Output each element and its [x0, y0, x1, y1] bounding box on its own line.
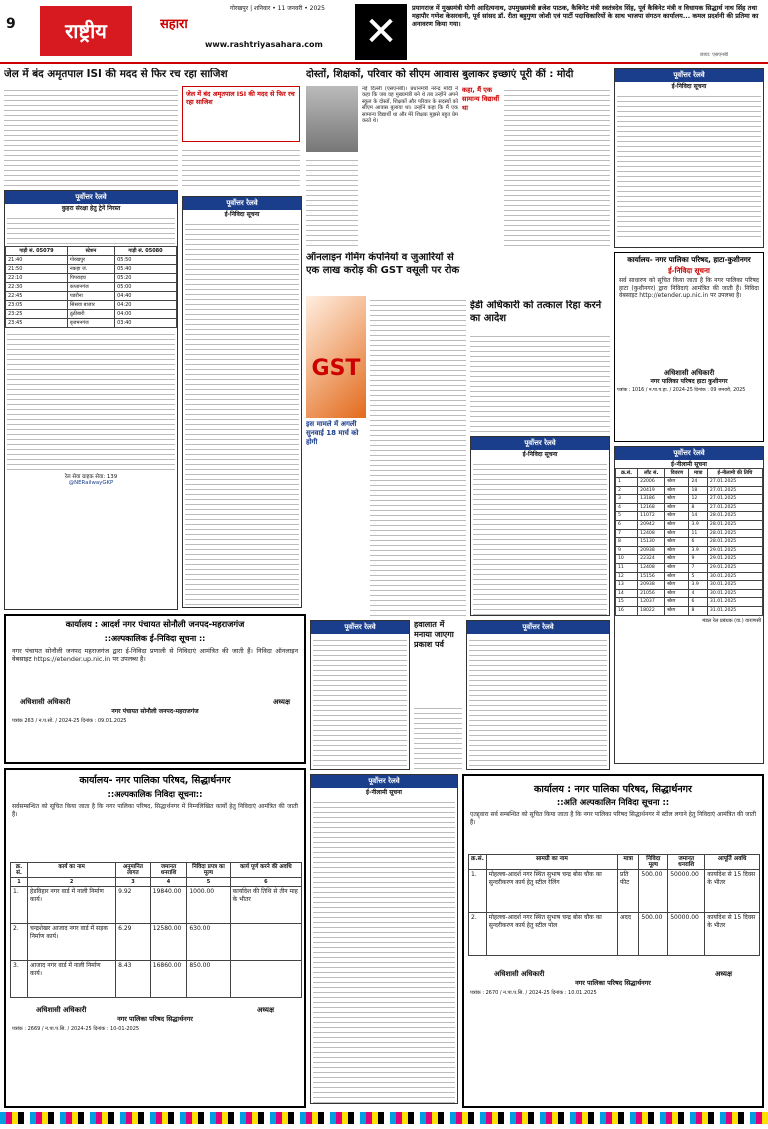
table-header: कार्य का नाम — [28, 863, 116, 878]
gst-graphic-label: GST — [311, 356, 361, 381]
table-cell: 8 — [616, 538, 638, 547]
table-cell: कप्तानगंज — [67, 283, 114, 292]
table-cell: 6 — [689, 538, 707, 547]
railway-bottom-brand: पूर्वोत्तर रेलवे — [311, 775, 457, 788]
table-cell: कार्यादेश की तिथि से तीन माह के भीतर — [230, 887, 301, 924]
table-header: आपूर्ति अवधि — [705, 855, 760, 870]
table-cell: 22:10 — [6, 274, 68, 283]
table-col-number: 4 — [150, 878, 187, 887]
table-cell: 3. — [11, 961, 28, 998]
notice-sonauli — [4, 614, 306, 764]
table-cell: अदद — [618, 913, 639, 956]
table-row — [6, 265, 177, 274]
railway-notice-body — [617, 92, 761, 240]
railway-timetable-brand: पूर्वोत्तर रेलवे — [5, 191, 177, 204]
table-cell: 20938 — [638, 581, 665, 590]
sid2-sign-place: नगर पालिका परिषद सिद्धार्थनगर — [575, 979, 651, 987]
notice-hata — [614, 252, 764, 442]
table-cell: 27.01.2025 — [707, 478, 762, 487]
table-header: क्र.सं. — [616, 469, 638, 478]
eauction-title: पूर्वोत्तर रेलवे — [615, 447, 763, 460]
railway-center-body — [185, 220, 299, 608]
table-cell: 21056 — [638, 589, 665, 598]
hata-sign: अधिशासी अधिकारी — [663, 369, 715, 377]
sid1-sub: ::अल्पकालिक निविदा सूचना:: — [107, 789, 203, 799]
table-cell: 5 — [689, 572, 707, 581]
table-cell: 7 — [616, 529, 638, 538]
sonauli-ref: पत्रांक 263 / न.प.सो. / 2024-25 दिनांक : 09.01.2025 — [12, 718, 127, 724]
table-header: क्र.सं. — [469, 855, 487, 870]
railway-col-1: गाड़ी सं. 05079 — [6, 247, 68, 256]
table-cell: 3.9 — [689, 520, 707, 529]
sonauli-sign-place: नगर पंचायत सोनौली जनपद-महराजगंज — [111, 708, 199, 715]
headline-ed: ईडी अधिकारी को तत्काल रिहा करने का आदेश — [470, 300, 602, 324]
table-cell: स्क्रैप — [665, 503, 689, 512]
table-cell: 22:30 — [6, 283, 68, 292]
railway-ed-brand: पूर्वोत्तर रेलवे — [471, 437, 609, 450]
table-cell: 28.01.2025 — [707, 520, 762, 529]
table-row — [6, 292, 177, 301]
table-row — [616, 495, 763, 504]
table-cell — [230, 924, 301, 961]
table-row — [11, 961, 302, 998]
table-cell: 04:20 — [115, 301, 177, 310]
table-cell: 19840.00 — [150, 887, 187, 924]
table-cell: स्क्रैप — [665, 589, 689, 598]
table-cell: 9.92 — [116, 887, 151, 924]
table-row — [469, 913, 760, 956]
table-header: सामग्री का नाम — [486, 855, 617, 870]
modi-quote: कहा, मैं एक सामान्य विद्यार्थी था — [462, 86, 500, 112]
table-cell: 630.00 — [187, 924, 230, 961]
table-header: लॉट सं. — [638, 469, 665, 478]
table-cell: 29.01.2025 — [707, 563, 762, 572]
isi-highlight-text: जेल में बंद अमृतपाल ISI की मदद से फिर रच रहा साजिश — [186, 90, 295, 106]
table-cell: पिपराइच — [67, 274, 114, 283]
table-cell: 20419 — [638, 486, 665, 495]
table-cell: 3.9 — [689, 546, 707, 555]
table-cell: 500.00 — [639, 870, 668, 913]
sid2-office: कार्यालय : नगर पालिका परिषद, सिद्धार्थनगर — [534, 784, 692, 795]
railway-timetable-table — [5, 246, 177, 328]
table-cell: 05:50 — [115, 256, 177, 265]
railway-brand: पूर्वोत्तर रेलवे — [615, 69, 763, 82]
table-cell: स्क्रैप — [665, 581, 689, 590]
table-cell: 6.29 — [116, 924, 151, 961]
table-cell: 23:05 — [6, 301, 68, 310]
table-row — [616, 503, 763, 512]
table-cell: 27.01.2025 — [707, 495, 762, 504]
railway-bottom-body — [313, 798, 455, 1104]
x-logo-icon: ✕ — [355, 4, 407, 60]
table-cell: स्क्रैप — [665, 495, 689, 504]
table-cell: 1000.00 — [187, 887, 230, 924]
table-header: निविदा प्रपत्र का मूल्य — [187, 863, 230, 878]
gst-graphic — [306, 296, 366, 418]
table-row — [6, 256, 177, 265]
table-cell: मोहल्ला-आदर्श नगर स्थित सुभाष चन्द्र बोस चौक का सुन्दरीकरण कार्य हेतु स्टील पोल — [486, 913, 617, 956]
table-row — [6, 274, 177, 283]
table-row — [616, 512, 763, 521]
table-cell: नकहा जं. — [67, 265, 114, 274]
railway-enotice-mid — [310, 620, 410, 770]
table-cell: 31.01.2025 — [707, 606, 762, 615]
headline-gst: ऑनलाइन गेमिंग कंपनियों व जुआरियों से एक लाख करोड़ की GST वसूली पर रोक — [306, 252, 460, 276]
sid1-body: सर्वसम्बन्धित को सूचित किया जाता है कि नगर पालिका परिषद, सिद्धार्थनगर में निम्नलिखित कार्यों हेतु निविदाएं आमंत्रित की जाती हैं। — [12, 803, 298, 818]
sid1-table — [10, 862, 302, 998]
table-row — [616, 520, 763, 529]
table-cell: स्क्रैप — [665, 478, 689, 487]
table-cell: 18 — [689, 486, 707, 495]
table-cell: 13 — [616, 581, 638, 590]
table-row — [616, 478, 763, 487]
railway-enotice-center — [182, 196, 302, 608]
table-cell: 05:20 — [115, 274, 177, 283]
color-registration-strip — [0, 1112, 768, 1124]
table-header: मात्रा — [618, 855, 639, 870]
headline-modi: दोस्तों, शिक्षकों, परिवार को सीएम आवास बुलाकर इच्छाएं पूरी कीं : मोदी — [306, 69, 574, 80]
headline-isi: जेल में बंद अमृतपाल ISI की मदद से फिर रच रहा साजिश — [4, 68, 228, 80]
sid2-sign2: अध्यक्ष — [714, 970, 732, 978]
railway-col-2: स्टेशन — [67, 247, 114, 256]
table-cell: 15130 — [638, 538, 665, 547]
table-header: निविदा मूल्य — [639, 855, 668, 870]
railway-mid2-brand: पूर्वोत्तर रेलवे — [467, 621, 609, 634]
table-cell: 12 — [689, 495, 707, 504]
table-row — [6, 319, 177, 328]
table-header: कार्य पूर्ण करने की अवधि — [230, 863, 301, 878]
table-row — [616, 598, 763, 607]
table-row — [616, 529, 763, 538]
table-cell: 3.9 — [689, 581, 707, 590]
sid2-sign1: अधिशासी अधिकारी — [494, 970, 545, 978]
table-row — [616, 563, 763, 572]
table-cell: स्क्रैप — [665, 512, 689, 521]
table-cell: स्क्रैप — [665, 598, 689, 607]
table-cell: पडरौना — [67, 292, 114, 301]
table-cell: 28.01.2025 — [707, 538, 762, 547]
table-cell: स्क्रैप — [665, 520, 689, 529]
sonauli-sub: ::अल्पकालिक ई-निविदा सूचना :: — [104, 634, 206, 643]
table-row — [11, 887, 302, 924]
modi-article-3 — [306, 156, 358, 246]
table-cell: 11 — [616, 563, 638, 572]
table-cell: स्क्रैप — [665, 538, 689, 547]
table-cell: 16860.00 — [150, 961, 187, 998]
table-cell: स्क्रैप — [665, 546, 689, 555]
railway-enotice-right — [614, 68, 764, 248]
table-cell: 03:40 — [115, 319, 177, 328]
table-cell: 3 — [616, 495, 638, 504]
table-cell: 16 — [616, 606, 638, 615]
table-cell: 1. — [469, 870, 487, 913]
table-cell: गोरखपुर — [67, 256, 114, 265]
table-cell: 4 — [689, 589, 707, 598]
table-cell: 14 — [616, 589, 638, 598]
hata-ref: पत्रांक : 1016 / न.पा.प.हा. / 2024-25 दिनांक : 09 जनवरी, 2025 — [617, 388, 746, 393]
hata-office: कार्यालय- नगर पालिका परिषद, हाटा-कुशीनगर — [627, 255, 751, 264]
railway-enotice-ed — [470, 436, 610, 616]
table-row — [616, 606, 763, 615]
table-cell: 23:25 — [6, 310, 68, 319]
table-cell: 28.01.2025 — [707, 512, 762, 521]
table-header: जमानत धनराशि — [150, 863, 187, 878]
table-cell: 8 — [689, 606, 707, 615]
gst-article — [370, 296, 466, 616]
table-cell: 4 — [616, 503, 638, 512]
sid2-body: एतद्द्वारा सर्व सम्बन्धित को सूचित किया जाता है कि नगर पालिका परिषद सिद्धार्थनगर में स्टील लगाने हेतु निविदाएं आमंत्रित की जाती हैं। — [470, 811, 756, 826]
page-number: 9 — [6, 16, 16, 32]
table-row — [616, 486, 763, 495]
headline-hawalat: हवालात में मनाया जाएगा प्रकाश पर्व — [414, 620, 454, 649]
sid1-sign-place: नगर पालिका परिषद सिद्धार्थनगर — [117, 1015, 193, 1023]
table-cell: 2. — [469, 913, 487, 956]
table-cell: ठूठीबारी — [67, 310, 114, 319]
railway-enotice-mid2 — [466, 620, 610, 770]
table-cell: 2 — [616, 486, 638, 495]
table-col-number: 6 — [230, 878, 301, 887]
modi-article: नई दिल्ली (एसएनबी)। प्रधानमंत्री नरेन्द्र मोदी ने कहा कि जब वह मुख्यमंत्री बने थे तब उन्होंने अपने स्कूल के दोस्तों, शिक्षकों और परिवार के सदस्यों को सीएम आवास बुलाया था। उन्होंने कहा कि मैं एक सामान्य विद्यार्थी था और मेरे शिक्षक मुझसे बहुत प्रेम करते थे। — [362, 86, 458, 125]
ed-article — [470, 332, 610, 432]
table-row — [6, 310, 177, 319]
hata-sign-place: नगर पालिका परिषद हाटा कुशीनगर — [650, 378, 728, 385]
table-cell: 12037 — [638, 598, 665, 607]
table-cell: 12408 — [638, 529, 665, 538]
table-cell: 50000.00 — [668, 870, 705, 913]
masthead-x-text: प्रयागराज में मुख्यमंत्री योगी आदित्यनाथ, उपमुख्यमंत्री ब्रजेश पाठक, कैबिनेट मंत्री स्वतंत्रदेव सिंह, पूर्व कैबिनेट मंत्री व विधायक सिद्धार्थ नाथ सिंह तथा महापौर गणेश केसरवानी, पूर्व सांसद डॉ. रीता बहुगुणा जोशी एवं पार्टी पदाधिकारियों के साथ भाजपा संगठन कार्यालय... कमल प्रदर्शनी की प्रतिमा का अनावरण किया गया। — [412, 4, 759, 28]
table-row — [616, 589, 763, 598]
table-cell: 29.01.2025 — [707, 546, 762, 555]
table-cell: 10 — [616, 555, 638, 564]
table-cell: कार्यादेश से 15 दिवस के भीतर — [705, 913, 760, 956]
table-row — [616, 581, 763, 590]
railway-ed-body — [473, 460, 607, 616]
table-cell: 04:00 — [115, 310, 177, 319]
table-cell: 9 — [689, 555, 707, 564]
table-cell: स्क्रैप — [665, 572, 689, 581]
table-cell: 22006 — [638, 478, 665, 487]
hata-body: सर्व साधारण को सूचित किया जाता है कि नगर पालिका परिषद हाटा (कुशीनगर) द्वारा निविदाएं आमंत्रित की जाती हैं। निविदा वेबसाइट http://etender.up.nic.in पर उपलब्ध है। — [619, 277, 759, 299]
table-cell: कार्यादेश से 15 दिवस के भीतर — [705, 870, 760, 913]
sonauli-body: नगर पंचायत सोनौली जनपद महराजगंज द्वारा ई-निविदा प्रणाली से निविदाएं आमंत्रित की जाती हैं। निविदा ऑनलाइन वेबसाइट https://etender.up.nic.in पर उपलब्ध है। — [12, 647, 298, 663]
table-cell: 11072 — [638, 512, 665, 521]
railway-timetable-title: कुहरा संरक्षा हेतु ट्रेनें निरस्त — [61, 205, 121, 212]
table-cell: 21:50 — [6, 265, 68, 274]
table-cell: 27.01.2025 — [707, 486, 762, 495]
table-cell: 30.01.2025 — [707, 572, 762, 581]
railway-timetable-notes — [7, 330, 175, 470]
table-cell: स्क्रैप — [665, 563, 689, 572]
table-header: अनुमानित लागत — [116, 863, 151, 878]
table-cell: 29.01.2025 — [707, 555, 762, 564]
table-cell: 12580.00 — [150, 924, 187, 961]
railway-social: @NERailwayGKP — [68, 480, 114, 486]
table-col-number: 1 — [11, 878, 28, 887]
modi-photo — [306, 86, 358, 152]
modi-article-2 — [504, 86, 610, 246]
table-cell: 12 — [616, 572, 638, 581]
railway-enotice-bottom — [310, 774, 458, 1104]
table-cell: 6 — [689, 598, 707, 607]
isi-highlight-box — [182, 86, 300, 142]
table-header: मात्रा — [689, 469, 707, 478]
railway-mid2-body — [469, 636, 607, 766]
table-row — [6, 283, 177, 292]
logo: राष्ट्रीय — [40, 6, 132, 56]
table-cell: 8 — [689, 503, 707, 512]
table-row — [616, 546, 763, 555]
notice-sid1 — [4, 768, 306, 1108]
railway-footer: रेल सेवा ग्राहक सेवा: 139 — [64, 474, 118, 480]
isi-article-2 — [182, 146, 300, 186]
table-col-number: 5 — [187, 878, 230, 887]
table-cell: 12168 — [638, 503, 665, 512]
table-cell: 850.00 — [187, 961, 230, 998]
table-cell: हेडविहार नगर वार्ड में नाली निर्माण कार्य। — [28, 887, 116, 924]
table-cell: 500.00 — [639, 913, 668, 956]
table-cell: 1 — [616, 478, 638, 487]
table-cell: आजाद नगर वार्ड में नाली निर्माण कार्य। — [28, 961, 116, 998]
eauction-notice — [614, 446, 764, 764]
table-cell: 05:00 — [115, 283, 177, 292]
table-cell: 22:45 — [6, 292, 68, 301]
sid2-signatures — [464, 956, 762, 979]
railway-center-brand: पूर्वोत्तर रेलवे — [183, 197, 301, 210]
table-cell: मोहल्ला-आदर्श नगर स्थित सुभाष चन्द्र बोस चौक का सुन्दरीकरण कार्य हेतु स्टील रेलिंग — [486, 870, 617, 913]
eauction-footer: मंडल रेल प्रबंधक (वा.) वाराणसी — [702, 617, 761, 624]
isi-article — [4, 86, 178, 186]
table-row — [469, 870, 760, 913]
eauction-table — [615, 468, 763, 616]
table-cell: 13186 — [638, 495, 665, 504]
railway-mid-brand: पूर्वोत्तर रेलवे — [311, 621, 409, 634]
hata-sub: ई-निविदा सूचना — [668, 266, 710, 275]
table-cell: 5 — [616, 512, 638, 521]
table-cell: स्क्रैप — [665, 555, 689, 564]
sid2-sub: ::अति अल्पकालिन निविदा सूचना :: — [556, 797, 670, 807]
eauction-sub: ई-नीलामी सूचना — [671, 461, 707, 468]
railway-notice-title: ई-निविदा सूचना — [671, 83, 707, 90]
table-row — [616, 538, 763, 547]
masthead — [0, 0, 768, 64]
sonauli-sign1: अधिशासी अधिकारी — [20, 698, 71, 706]
railway-timetable — [4, 190, 178, 610]
table-col-number: 3 — [116, 878, 151, 887]
table-cell: चन्द्रशेखर आजाद नगर वार्ड में सड़क निर्माण कार्य। — [28, 924, 116, 961]
table-cell: 2. — [11, 924, 28, 961]
table-cell: 11 — [689, 529, 707, 538]
table-cell: 18022 — [638, 606, 665, 615]
sonauli-office: कार्यालय : आदर्श नगर पंचायत सोनौली जनपद-महराजगंज — [65, 619, 245, 629]
table-cell: 20942 — [638, 520, 665, 529]
table-cell: 30.01.2025 — [707, 589, 762, 598]
sid2-table — [468, 854, 760, 956]
table-cell: 31.01.2025 — [707, 598, 762, 607]
sid1-ref: पत्रांक : 2669 / न.पा.प.सि. / 2024-25 दिनांक : 10-01-2025 — [12, 1026, 140, 1032]
table-cell: स्क्रैप — [665, 606, 689, 615]
table-cell: 15 — [616, 598, 638, 607]
table-cell: 30.01.2025 — [707, 581, 762, 590]
table-cell: सिसवा बाजार — [67, 301, 114, 310]
table-row — [616, 572, 763, 581]
table-cell: 12408 — [638, 563, 665, 572]
notice-sid2 — [462, 774, 764, 1108]
table-cell: 50000.00 — [668, 913, 705, 956]
sid1-sign1: अधिशासी अधिकारी — [36, 1006, 87, 1014]
table-header: जमानत धनराशि — [668, 855, 705, 870]
table-cell: 05:40 — [115, 265, 177, 274]
sid1-office: कार्यालय- नगर पालिका परिषद, सिद्धार्थनगर — [79, 775, 231, 786]
table-header: ई-नीलामी की तिथि — [707, 469, 762, 478]
railway-bottom-title: ई-नीलामी सूचना — [366, 789, 402, 796]
photo-credit: छाया: एसएनबी — [700, 52, 729, 58]
table-cell: 22324 — [638, 555, 665, 564]
table-cell: 04:40 — [115, 292, 177, 301]
table-cell: 27.01.2025 — [707, 503, 762, 512]
sid2-ref: पत्रांक : 2670 / न.पा.प.सि. / 2024-25 दिनांक : 10.01.2025 — [470, 990, 597, 996]
railway-col-3: गाड़ी सं. 05080 — [115, 247, 177, 256]
table-row — [6, 301, 177, 310]
table-cell: प्रति फीट — [618, 870, 639, 913]
table-cell: 23:45 — [6, 319, 68, 328]
table-row — [11, 924, 302, 961]
railway-center-title: ई-निविदा सूचना — [224, 211, 260, 218]
sid1-signatures — [6, 998, 304, 1015]
table-cell: 28.01.2025 — [707, 529, 762, 538]
table-cell: 21:40 — [6, 256, 68, 265]
table-cell: 1. — [11, 887, 28, 924]
table-cell: स्क्रैप — [665, 529, 689, 538]
website: www.rashtriyasahara.com — [205, 40, 323, 49]
table-header: विवरण — [665, 469, 689, 478]
table-cell: 7 — [689, 563, 707, 572]
table-cell: 24 — [689, 478, 707, 487]
table-cell: 14 — [689, 512, 707, 521]
table-cell: 9 — [616, 546, 638, 555]
table-cell: बृजमनगंज — [67, 319, 114, 328]
sonauli-signatures — [6, 698, 304, 707]
table-cell: 6 — [616, 520, 638, 529]
table-col-number: 2 — [28, 878, 116, 887]
railway-timetable-intro — [7, 214, 175, 244]
railway-mid-body — [313, 636, 407, 766]
sonauli-sign2: अध्यक्ष — [272, 698, 290, 706]
gst-next-hearing: इस मामले में अगली सुनवाई 18 मार्च को होगी — [306, 420, 359, 446]
table-cell: 15156 — [638, 572, 665, 581]
hawalat-article — [414, 704, 462, 770]
sid1-sign2: अध्यक्ष — [256, 1006, 274, 1014]
table-header: क्र. सं. — [11, 863, 28, 878]
date-line: गोरखपुर | शनिवार • 11 जनवरी • 2025 — [230, 5, 325, 12]
table-cell — [230, 961, 301, 998]
table-cell: 8.43 — [116, 961, 151, 998]
table-cell: 20938 — [638, 546, 665, 555]
brand-name: सहारा — [160, 17, 188, 32]
railway-ed-title: ई-निविदा सूचना — [522, 451, 558, 458]
table-row — [616, 555, 763, 564]
table-cell: स्क्रैप — [665, 486, 689, 495]
